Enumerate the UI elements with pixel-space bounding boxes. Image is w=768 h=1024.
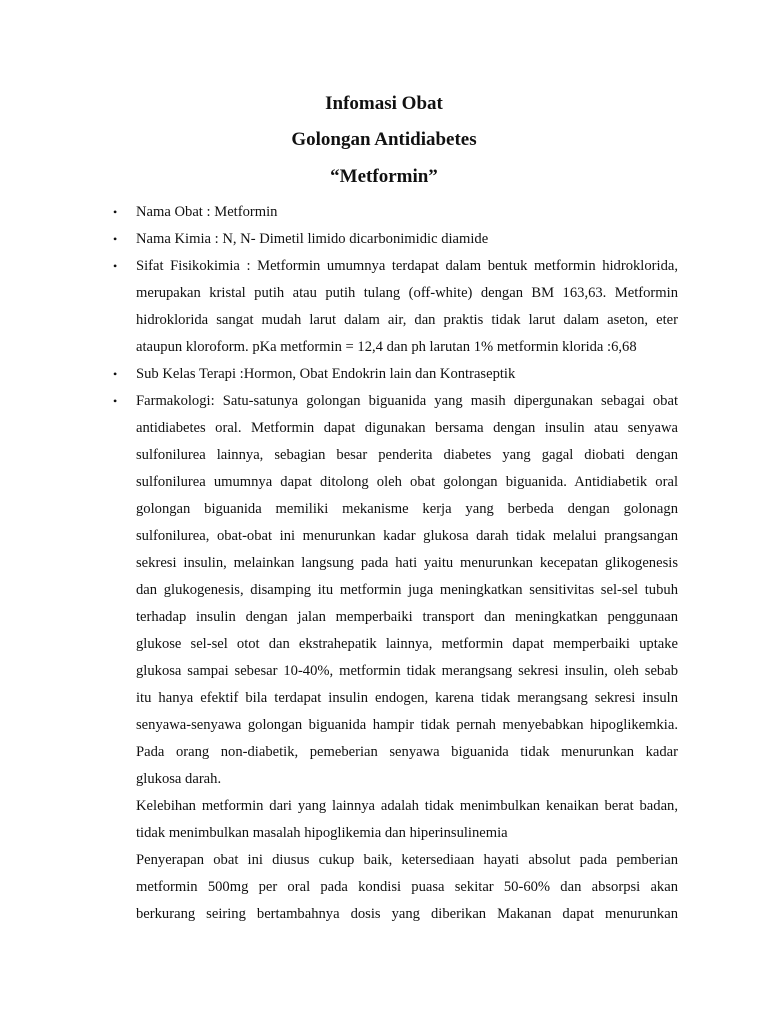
list-item-line: Nama Obat : Metformin	[136, 204, 278, 220]
list-item-line: merupakan kristal putih atau putih tulang (off-white) dengan BM 163,63. Metformin	[136, 285, 678, 301]
list-item-line: ataupun kloroform. pKa metformin = 12,4 dan ph larutan 1% metformin klorida :6,68	[136, 339, 637, 355]
list-item-line: Nama Kimia : N, N- Dimetil limido dicarbonimidic diamide	[136, 231, 489, 247]
list-item-line: golongan biguanida memiliki mekanisme kerja yang berbeda dengan golonagn	[136, 501, 678, 517]
list-item-line: sulfonilurea lainnya, sebagian besar penderita diabetes yang gagal diobati dengan	[136, 447, 678, 463]
list-item-line: Sifat Fisikokimia : Metformin umumnya terdapat dalam bentuk metformin hidroklorida,	[136, 258, 678, 274]
bullet-icon: •	[113, 205, 118, 219]
list-item-line: sulfonilurea, obat-obat ini menurunkan kadar glukosa darah tidak melalui prangsangan	[136, 528, 678, 544]
list-item	[0, 226, 768, 253]
list-item-line: dan glukogenesis, disamping itu metformin juga meningkatkan sensitivitas sel-sel tubuh	[136, 582, 678, 598]
bullet-icon: •	[113, 394, 118, 408]
list-item-line: Farmakologi: Satu-satunya golongan biguanida yang masih dipergunakan sebagai obat	[136, 393, 678, 409]
list-item-line: Sub Kelas Terapi :Hormon, Obat Endokrin lain dan Kontraseptik	[136, 366, 516, 382]
list-item	[0, 199, 768, 226]
list-item-line: itu hanya efektif bila terdapat insulin endogen, karena tidak merangsang sekresi insuln	[136, 690, 678, 706]
document-title: Infomasi Obat	[325, 93, 443, 114]
list-item	[0, 361, 768, 388]
paragraph-line: Penyerapan obat ini diusus cukup baik, ketersediaan hayati absolut pada pemberian	[136, 852, 678, 868]
bullet-icon: •	[113, 367, 118, 381]
list-item-line: glukose sel-sel otot dan ekstrahepatik lainnya, metformin dapat memperbaiki uptake	[136, 636, 678, 652]
list-item-line: glukosa sampai sebesar 10-40%, metformin tidak merangsang sekresi insulin, oleh sebab	[136, 663, 678, 679]
paragraph-line: tidak menimbulkan masalah hipoglikemia dan hiperinsulinemia	[136, 825, 508, 841]
list-item-line: terhadap insulin dengan jalan memperbaiki transport dan meningkatkan penggunaan	[136, 609, 678, 625]
list-item-line: glukosa darah.	[136, 771, 222, 787]
list-item	[0, 253, 768, 361]
paragraph-line: berkurang seiring bertambahnya dosis yang diberikan Makanan dapat menurunkan	[136, 906, 678, 922]
paragraph-line: metformin 500mg per oral pada kondisi puasa sekitar 50-60% dan absorpsi akan	[136, 879, 678, 895]
body-paragraph	[0, 847, 768, 928]
list-item-line: sekresi insulin, melainkan langsung pada hati yaitu menurunkan kecepatan glikogenesis	[136, 555, 678, 571]
list-item-line: sulfonilurea umumnya dapat ditolong oleh obat golongan biguanida. Antidiabetik oral	[136, 474, 678, 490]
paragraph-line: Kelebihan metformin dari yang lainnya adalah tidak menimbulkan kenaikan berat badan,	[136, 798, 678, 814]
list-item-line: senyawa-senyawa golongan biguanida hampir tidak pernah menyebabkan hipoglikemkia.	[136, 717, 678, 733]
bullet-icon: •	[113, 232, 118, 246]
bullet-icon: •	[113, 259, 118, 273]
list-item	[0, 388, 768, 793]
list-item-line: hidroklorida sangat mudah larut dalam air, dan praktis tidak larut dalam aseton, eter	[136, 312, 678, 328]
drug-name-heading: “Metformin”	[330, 166, 438, 187]
body-paragraph	[0, 793, 768, 847]
list-item-line: Pada orang non-diabetik, pemeberian senyawa biguanida tidak menurunkan kadar	[136, 744, 678, 760]
list-item-line: antidiabetes oral. Metformin dapat digunakan bersama dengan insulin atau senyawa	[136, 420, 678, 436]
drug-info-list	[0, 199, 768, 928]
document-subtitle: Golongan Antidiabetes	[291, 129, 477, 150]
